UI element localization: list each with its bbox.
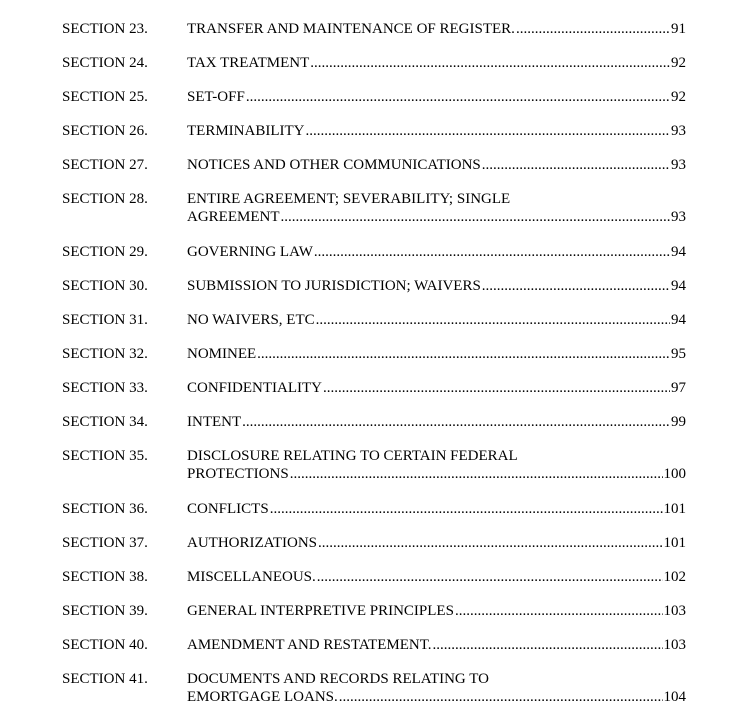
dot-leader bbox=[246, 88, 670, 106]
toc-entry-body bbox=[187, 413, 686, 431]
toc-title-line bbox=[187, 500, 686, 518]
toc-title: AMENDMENT AND RESTATEMENT. bbox=[187, 637, 432, 653]
toc-page-number: 93 bbox=[671, 123, 686, 139]
toc-title: EMORTGAGE LOANS. bbox=[187, 689, 338, 705]
dot-leader bbox=[257, 345, 670, 363]
toc-title-line bbox=[187, 602, 686, 620]
toc-entry-body bbox=[187, 379, 686, 397]
toc-title-line bbox=[187, 568, 686, 586]
toc-title-line bbox=[187, 465, 686, 483]
toc-page-number: 93 bbox=[671, 157, 686, 173]
toc-entry bbox=[62, 190, 686, 226]
dot-leader bbox=[318, 534, 663, 552]
toc-entry-body bbox=[187, 88, 686, 106]
toc-title-line bbox=[187, 413, 686, 431]
toc-entry bbox=[62, 670, 686, 706]
toc-entry bbox=[62, 243, 686, 261]
toc-title: TERMINABILITY bbox=[187, 123, 305, 139]
toc-section-number: SECTION 26. bbox=[62, 123, 148, 139]
toc-entry-body bbox=[187, 156, 686, 174]
toc-entry bbox=[62, 602, 686, 620]
toc-entry bbox=[62, 568, 686, 586]
dot-leader bbox=[281, 208, 671, 226]
toc-title-line bbox=[187, 88, 686, 106]
toc-section-number: SECTION 35. bbox=[62, 448, 148, 464]
toc-page-number: 94 bbox=[671, 244, 686, 260]
toc-page-number: 101 bbox=[663, 535, 686, 551]
toc-entry-body bbox=[187, 534, 686, 552]
toc-page-number: 93 bbox=[671, 209, 686, 225]
dot-leader bbox=[323, 379, 670, 397]
toc-title-line bbox=[187, 447, 686, 465]
toc-page-number: 94 bbox=[671, 312, 686, 328]
toc-page-number: 92 bbox=[671, 55, 686, 71]
dot-leader bbox=[314, 243, 670, 261]
dot-leader bbox=[433, 636, 663, 654]
toc-entry bbox=[62, 122, 686, 140]
toc-section-number: SECTION 34. bbox=[62, 414, 148, 430]
toc-entry bbox=[62, 447, 686, 483]
toc-section-number: SECTION 30. bbox=[62, 278, 148, 294]
toc-title: SET-OFF bbox=[187, 89, 245, 105]
toc-section-number: SECTION 29. bbox=[62, 244, 148, 260]
toc-entry-body bbox=[187, 345, 686, 363]
toc-title-line bbox=[187, 20, 686, 38]
toc-section-number: SECTION 39. bbox=[62, 603, 148, 619]
toc-entry-body bbox=[187, 277, 686, 295]
toc-title: CONFIDENTIALITY bbox=[187, 380, 322, 396]
toc-entry-body bbox=[187, 20, 686, 38]
toc-section-number: SECTION 41. bbox=[62, 671, 148, 687]
toc-title: MISCELLANEOUS. bbox=[187, 569, 316, 585]
toc-section-number: SECTION 24. bbox=[62, 55, 148, 71]
toc-page-number: 102 bbox=[663, 569, 686, 585]
toc-entry bbox=[62, 277, 686, 295]
toc-entry-body bbox=[187, 568, 686, 586]
toc-section-number: SECTION 32. bbox=[62, 346, 148, 362]
toc-title: DOCUMENTS AND RECORDS RELATING TO bbox=[187, 671, 489, 687]
toc-entry-body bbox=[187, 311, 686, 329]
toc-title-line bbox=[187, 122, 686, 140]
toc-entry-body bbox=[187, 122, 686, 140]
toc-title: NOTICES AND OTHER COMMUNICATIONS bbox=[187, 157, 481, 173]
toc-entry bbox=[62, 20, 686, 38]
toc-title-line bbox=[187, 688, 686, 706]
toc-title: PROTECTIONS bbox=[187, 466, 289, 482]
toc-entry-body bbox=[187, 670, 686, 706]
toc-entry-body bbox=[187, 500, 686, 518]
dot-leader bbox=[482, 277, 670, 295]
dot-leader bbox=[482, 156, 670, 174]
toc-page-number: 100 bbox=[663, 466, 686, 482]
dot-leader bbox=[290, 465, 663, 483]
toc-title: NO WAIVERS, ETC bbox=[187, 312, 315, 328]
toc-title: DISCLOSURE RELATING TO CERTAIN FEDERAL bbox=[187, 448, 518, 464]
toc-title-line bbox=[187, 208, 686, 226]
dot-leader bbox=[455, 602, 663, 620]
toc-entry bbox=[62, 379, 686, 397]
dot-leader bbox=[317, 568, 663, 586]
toc-entry bbox=[62, 500, 686, 518]
toc-section-number: SECTION 31. bbox=[62, 312, 148, 328]
toc-section-number: SECTION 37. bbox=[62, 535, 148, 551]
toc-page-number: 104 bbox=[663, 689, 686, 705]
toc-entry bbox=[62, 88, 686, 106]
dot-leader bbox=[516, 20, 670, 38]
dot-leader bbox=[270, 500, 663, 518]
toc-entry-body bbox=[187, 636, 686, 654]
toc-page-number: 94 bbox=[671, 278, 686, 294]
toc-title-line bbox=[187, 345, 686, 363]
toc-title: TAX TREATMENT bbox=[187, 55, 310, 71]
toc-title: GENERAL INTERPRETIVE PRINCIPLES bbox=[187, 603, 454, 619]
toc-section-number: SECTION 38. bbox=[62, 569, 148, 585]
toc-title: GOVERNING LAW bbox=[187, 244, 313, 260]
toc-section-number: SECTION 33. bbox=[62, 380, 148, 396]
toc-entry-body bbox=[187, 243, 686, 261]
toc-page-number: 103 bbox=[663, 603, 686, 619]
dot-leader bbox=[305, 122, 670, 140]
dot-leader bbox=[242, 413, 670, 431]
toc-title-line bbox=[187, 670, 686, 688]
toc-title-line bbox=[187, 636, 686, 654]
toc-title: ENTIRE AGREEMENT; SEVERABILITY; SINGLE bbox=[187, 191, 511, 207]
toc-page-number: 101 bbox=[663, 501, 686, 517]
dot-leader bbox=[310, 54, 670, 72]
toc-entry-body bbox=[187, 602, 686, 620]
toc-entry bbox=[62, 636, 686, 654]
toc-page-number: 99 bbox=[671, 414, 686, 430]
toc-title-line bbox=[187, 277, 686, 295]
toc-section-number: SECTION 23. bbox=[62, 21, 148, 37]
toc-title-line bbox=[187, 379, 686, 397]
toc-section-number: SECTION 40. bbox=[62, 637, 148, 653]
toc-section-number: SECTION 36. bbox=[62, 501, 148, 517]
table-of-contents bbox=[62, 20, 686, 723]
toc-entry-body bbox=[187, 54, 686, 72]
toc-page-number: 103 bbox=[663, 637, 686, 653]
toc-entry bbox=[62, 413, 686, 431]
toc-title-line bbox=[187, 243, 686, 261]
toc-title: AGREEMENT bbox=[187, 209, 280, 225]
toc-title: TRANSFER AND MAINTENANCE OF REGISTER. bbox=[187, 21, 515, 37]
toc-title-line bbox=[187, 54, 686, 72]
toc-section-number: SECTION 27. bbox=[62, 157, 148, 173]
toc-entry bbox=[62, 156, 686, 174]
toc-title-line bbox=[187, 534, 686, 552]
toc-entry bbox=[62, 534, 686, 552]
toc-page-number: 95 bbox=[671, 346, 686, 362]
toc-title: AUTHORIZATIONS bbox=[187, 535, 317, 551]
toc-title: CONFLICTS bbox=[187, 501, 269, 517]
toc-page-number: 92 bbox=[671, 89, 686, 105]
toc-entry-body bbox=[187, 190, 686, 226]
dot-leader bbox=[339, 688, 663, 706]
toc-page-number: 91 bbox=[671, 21, 686, 37]
toc-title: INTENT bbox=[187, 414, 242, 430]
toc-title: SUBMISSION TO JURISDICTION; WAIVERS bbox=[187, 278, 481, 294]
toc-title-line bbox=[187, 156, 686, 174]
toc-entry-body bbox=[187, 447, 686, 483]
dot-leader bbox=[316, 311, 670, 329]
toc-title-line bbox=[187, 311, 686, 329]
toc-entry bbox=[62, 345, 686, 363]
toc-title: NOMINEE bbox=[187, 346, 257, 362]
toc-title-line bbox=[187, 190, 686, 208]
toc-entry bbox=[62, 54, 686, 72]
toc-page-number: 97 bbox=[671, 380, 686, 396]
toc-section-number: SECTION 28. bbox=[62, 191, 148, 207]
toc-entry bbox=[62, 311, 686, 329]
toc-section-number: SECTION 25. bbox=[62, 89, 148, 105]
